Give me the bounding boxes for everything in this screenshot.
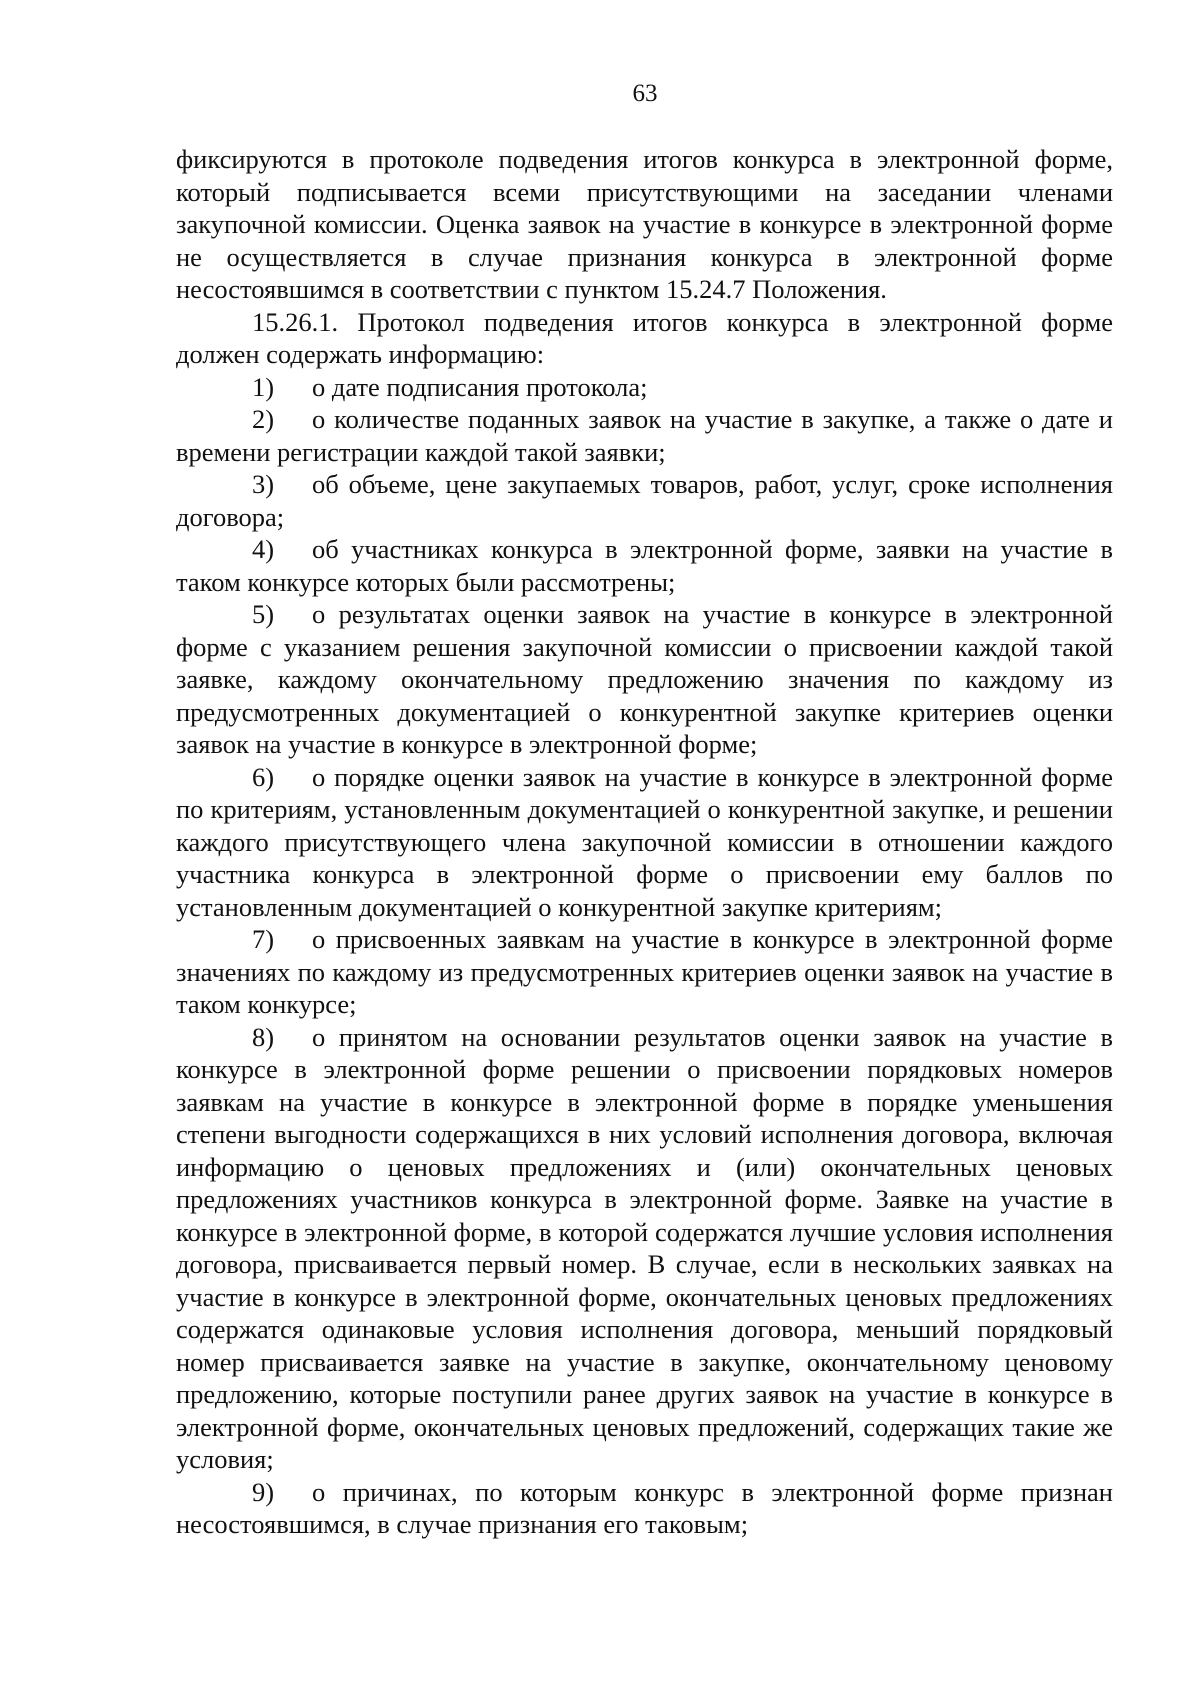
list-item-text: о порядке оценки заявок на участие в конкурсе в электронной форме по критериям, установленным документацией о конкурентной закупке, и решении каждого присутствующего члена закупочной комиссии в отношении каждого участника конкурса в электронной форме о присвоении ему баллов по установленным документацией о конкурентной закупке критериям; <box>176 761 1113 922</box>
section-heading-paragraph: 15.26.1. Протокол подведения итогов конкурса в электронной форме должен содержать информацию: <box>176 306 1113 369</box>
list-item <box>176 923 1113 1021</box>
list-item-number: 5) <box>252 599 275 629</box>
list-item-text: о результатах оценки заявок на участие в конкурсе в электронной форме с указанием решения закупочной комиссии о присвоении каждой такой заявке, каждому окончательному предложению значения по каждому из предусмотренных документацией о конкурентной закупке критериев оценки заявок на участие в конкурсе в электронной форме; <box>176 599 1113 759</box>
list-item <box>176 1476 1113 1541</box>
list-item <box>176 598 1113 761</box>
list-item-text: о присвоенных заявкам на участие в конкурсе в электронной форме значениях по каждому из предусмотренных критериев оценки заявок на участие в таком конкурсе; <box>176 924 1113 1019</box>
list-item-number: 1) <box>252 371 275 402</box>
list-item-number: 9) <box>252 1476 275 1507</box>
list-item-number: 7) <box>252 924 275 954</box>
list-item-number: 4) <box>252 534 275 564</box>
page-number: 63 <box>632 80 658 107</box>
list-item-text: об участниках конкурса в электронной форме, заявки на участие в таком конкурсе которых были рассмотрены; <box>176 534 1113 597</box>
list-item-text: о количестве поданных заявок на участие в закупке, а также о дате и времени регистрации каждой такой заявки; <box>176 404 1113 467</box>
list-item <box>176 533 1113 598</box>
list-item-number: 3) <box>252 469 275 499</box>
list-item-text: о дате подписания протокола; <box>312 371 648 402</box>
list-item-number: 8) <box>252 1021 275 1052</box>
list-item-text: об объеме, цене закупаемых товаров, работ, услуг, сроке исполнения договора; <box>176 469 1113 532</box>
list-item-text: о принятом на основании результатов оценки заявок на участие в конкурсе в электронной форме решении о присвоении порядковых номеров заявкам на участие в конкурсе в электронной форме в порядке уменьшения степени выгодности содержащихся в них условий исполнения договора, включая информацию о ценовых предложениях и (или) окончательных ценовых предложениях участников конкурса в электронной форме. Заявке на участие в конкурсе в электронной форме, в которой содержатся лучшие условия исполнения договора, присваивается первый номер. В случае, если в нескольких заявках на участие в конкурсе в электронной форме, окончательных ценовых предложениях содержатся одинаковые условия исполнения договора, меньший порядковый номер присваивается заявке на участие в закупке, окончательному ценовому предложению, которые поступили ранее других заявок на участие в конкурсе в электронной форме, окончательных ценовых предложений, содержащих такие же условия; <box>176 1021 1113 1474</box>
intro-paragraph: фиксируются в протоколе подведения итогов конкурса в электронной форме, который подписывается всеми присутствующими на заседании членами закупочной комиссии. Оценка заявок на участие в конкурсе в электронной форме не осуществляется в случае признания конкурса в электронной форме несостоявшимся в соответствии с пунктом 15.24.7 Положения. <box>176 144 1113 304</box>
list-item-number: 6) <box>252 761 275 792</box>
list-item <box>176 403 1113 468</box>
list-item <box>176 1021 1113 1476</box>
list-item-number: 2) <box>252 404 275 434</box>
list-item <box>176 761 1113 924</box>
list-item <box>176 468 1113 533</box>
list-item-text: о причинах, по которым конкурс в электронной форме признан несостоявшимся, в случае признания его таковым; <box>176 1476 1113 1539</box>
document-body <box>176 143 1113 1541</box>
list-item <box>176 371 1113 404</box>
